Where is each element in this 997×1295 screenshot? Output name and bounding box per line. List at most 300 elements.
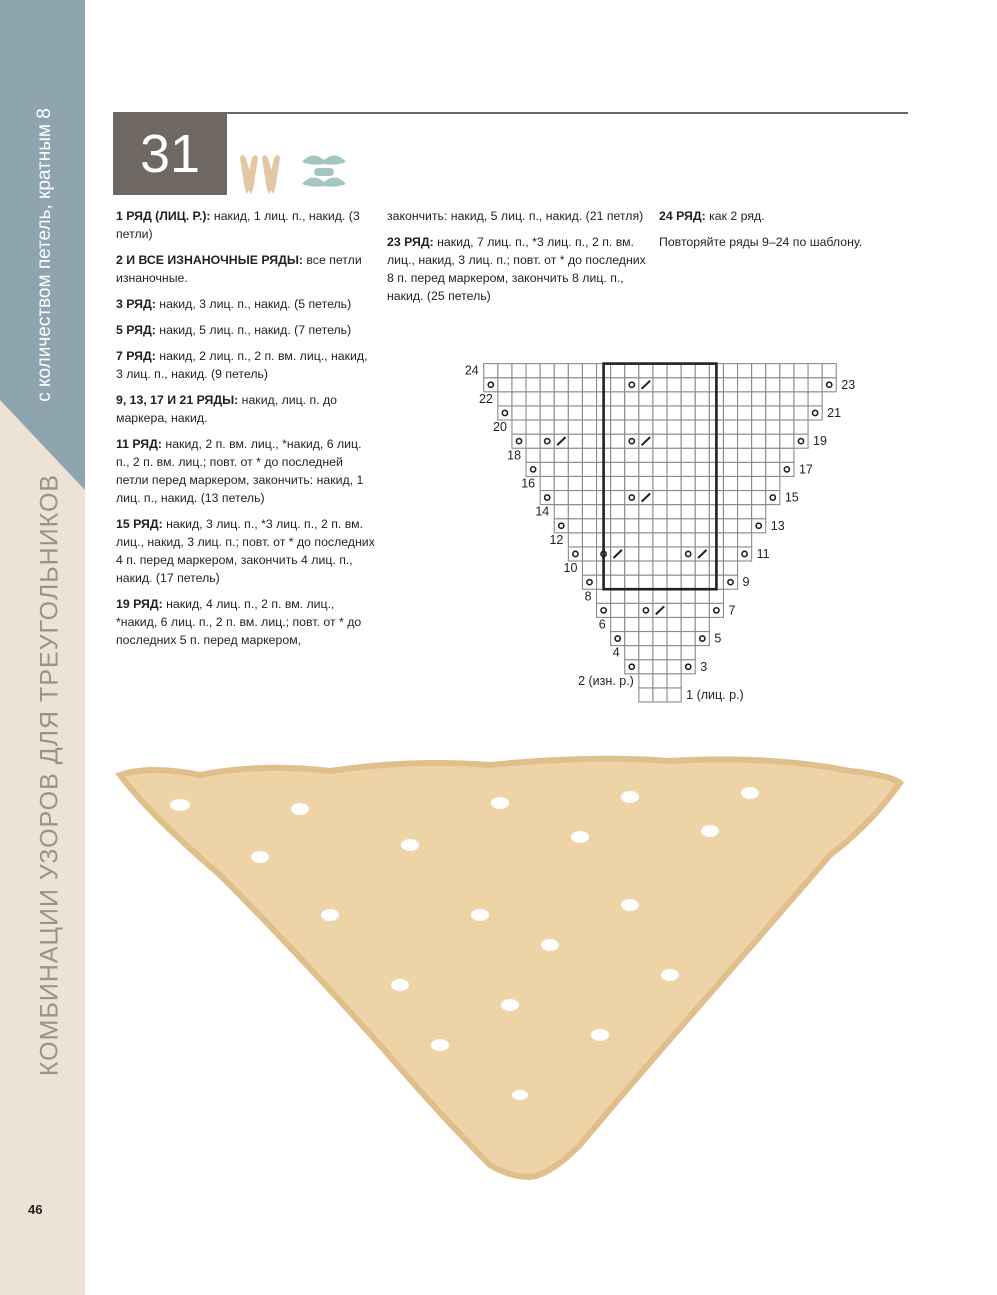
chart-cell	[498, 378, 512, 392]
chart-cell	[582, 575, 596, 589]
chart-cell	[625, 434, 639, 448]
chart-cell	[568, 420, 582, 434]
chart-cell	[723, 420, 737, 434]
chart-cell	[540, 448, 554, 462]
chart-cell	[568, 505, 582, 519]
chart-cell	[766, 491, 780, 505]
chart-cell	[625, 462, 639, 476]
chart-cell	[582, 491, 596, 505]
chart-cell	[554, 462, 568, 476]
chart-cell	[639, 646, 653, 660]
chart-cell	[625, 561, 639, 575]
chart-cell	[611, 617, 625, 631]
chart-cell	[667, 364, 681, 378]
chart-cell	[723, 505, 737, 519]
pattern-type-icons	[236, 150, 356, 196]
chart-row-label-right: 15	[784, 490, 799, 505]
chart-cell	[681, 434, 695, 448]
chart-cell	[752, 420, 766, 434]
chart-cell	[484, 364, 498, 378]
chart-cell	[582, 533, 596, 547]
chart-cell	[526, 392, 540, 406]
chart-cell	[723, 406, 737, 420]
chart-cell	[681, 575, 695, 589]
chart-cell	[554, 476, 568, 490]
chart-cell	[512, 364, 526, 378]
chart-cell	[639, 632, 653, 646]
chart-cell	[780, 448, 794, 462]
chart-cell	[639, 547, 653, 561]
chart-cell	[695, 533, 709, 547]
chart-cell	[808, 378, 822, 392]
chart-cell	[681, 660, 695, 674]
chart-cell	[625, 617, 639, 631]
chart-cell	[526, 378, 540, 392]
chart-row-label-left: 2 (изн. р.)	[578, 673, 634, 688]
chart-cell	[752, 505, 766, 519]
chart-cell	[681, 448, 695, 462]
chart-cell	[611, 434, 625, 448]
chart-cell	[752, 406, 766, 420]
chart-cell	[681, 491, 695, 505]
chart-cell	[540, 434, 554, 448]
chart-cell	[766, 392, 780, 406]
chart-cell	[695, 519, 709, 533]
chart-cell	[540, 378, 554, 392]
chart-cell	[723, 364, 737, 378]
chart-cell	[794, 364, 808, 378]
chart-cell	[568, 476, 582, 490]
chart-row-label-right: 17	[798, 462, 813, 477]
chart-cell	[681, 505, 695, 519]
chart-cell	[611, 632, 625, 646]
chart-cell	[738, 547, 752, 561]
header-rule	[113, 112, 908, 114]
chart-row-label-right: 1 (лиц. р.)	[686, 688, 744, 702]
chart-cell	[723, 561, 737, 575]
chart-row-label-left: 12	[549, 532, 564, 547]
chart-cell	[695, 420, 709, 434]
chart-cell	[681, 519, 695, 533]
chart-cell	[738, 462, 752, 476]
instruction-row: закончить: накид, 5 лиц. п., накид. (21 петля)	[387, 209, 644, 223]
chart-cell	[681, 547, 695, 561]
chart-cell	[695, 632, 709, 646]
chart-cell	[568, 364, 582, 378]
chart-cell	[723, 519, 737, 533]
instruction-row: 9, 13, 17 И 21 РЯДЫ: накид, лиц. п. до маркера, накид.	[116, 393, 337, 425]
chart-cell	[526, 420, 540, 434]
chart-cell	[625, 589, 639, 603]
chart-cell	[681, 462, 695, 476]
chart-cell	[794, 406, 808, 420]
chart-cell	[526, 364, 540, 378]
swatch-shape	[120, 759, 900, 1177]
chart-cell	[766, 448, 780, 462]
chart-cell	[723, 575, 737, 589]
chart-cell	[639, 561, 653, 575]
chart-cell	[653, 589, 667, 603]
chart-cell	[681, 476, 695, 490]
chart-row-label-left: 14	[535, 504, 550, 519]
chart-cell	[611, 406, 625, 420]
chart-cell	[582, 519, 596, 533]
chart-cell	[738, 476, 752, 490]
chart-cell	[794, 420, 808, 434]
chart-cell	[653, 420, 667, 434]
chart-cell	[723, 462, 737, 476]
chart-cell	[568, 462, 582, 476]
chart-cell	[625, 547, 639, 561]
chart-cell	[611, 491, 625, 505]
instructions-column-1	[116, 207, 376, 657]
chart-cell	[639, 476, 653, 490]
chart-cell	[611, 575, 625, 589]
chart-cell	[653, 674, 667, 688]
chart-cell	[554, 364, 568, 378]
chart-cell	[709, 603, 723, 617]
chart-cell	[738, 491, 752, 505]
chart-cell	[738, 364, 752, 378]
chart-cell	[681, 364, 695, 378]
chart-cell	[512, 434, 526, 448]
chart-cell	[667, 589, 681, 603]
chart-cell	[738, 420, 752, 434]
chart-cell	[667, 617, 681, 631]
chart-cell	[625, 646, 639, 660]
chart-cell	[625, 364, 639, 378]
instruction-row: 19 РЯД: накид, 4 лиц. п., 2 п. вм. лиц., *накид, 6 лиц. п., 2 п. вм. лиц.; повт. от * до последних 5 п. перед маркером,	[116, 597, 362, 647]
chart-cell	[695, 575, 709, 589]
chart-cell	[681, 646, 695, 660]
chart-cell	[611, 392, 625, 406]
chart-cell	[540, 392, 554, 406]
chart-cell	[794, 392, 808, 406]
chart-cell	[611, 603, 625, 617]
chart-cell	[540, 406, 554, 420]
chart-cell	[540, 462, 554, 476]
chart-row-label-right: 21	[827, 406, 842, 420]
chart-row-label-left: 24	[464, 363, 479, 378]
chart-cell	[568, 448, 582, 462]
knit-stitch-icon	[240, 155, 280, 194]
chart-cell	[653, 462, 667, 476]
chart-row-label-right: 3	[700, 659, 708, 674]
chart-cell	[639, 462, 653, 476]
chart-row-label-right: 5	[714, 631, 722, 646]
chart-cell	[766, 462, 780, 476]
chart-cell	[554, 448, 568, 462]
chart-cell	[667, 519, 681, 533]
chart-cell	[540, 476, 554, 490]
chart-cell	[639, 519, 653, 533]
chart-cell	[681, 420, 695, 434]
chart-cell	[695, 505, 709, 519]
chart-cell	[611, 505, 625, 519]
chart-cell	[568, 434, 582, 448]
chart-cell	[653, 533, 667, 547]
chart-cell	[695, 491, 709, 505]
chart-cell	[554, 491, 568, 505]
chart-cell	[738, 519, 752, 533]
sidebar-title: КОМБИНАЦИИ УЗОРОВ ДЛЯ ТРЕУГОЛЬНИКОВ	[35, 473, 64, 1077]
chart-cell	[752, 364, 766, 378]
chart-cell	[723, 476, 737, 490]
chart-cell	[752, 519, 766, 533]
chart-cell	[625, 476, 639, 490]
chart-cell	[653, 519, 667, 533]
chart-cell	[512, 392, 526, 406]
chart-cell	[526, 462, 540, 476]
chart-cell	[766, 378, 780, 392]
chart-cell	[582, 547, 596, 561]
chart-cell	[667, 462, 681, 476]
chart-cell	[639, 660, 653, 674]
instruction-row: Повторяйте ряды 9–24 по шаблону.	[659, 235, 863, 249]
chart-cell	[653, 392, 667, 406]
chart-cell	[695, 603, 709, 617]
chart-cell	[568, 378, 582, 392]
chart-cell	[667, 448, 681, 462]
chart-cell	[653, 617, 667, 631]
chart-cell	[625, 406, 639, 420]
chart-row-label-right: 9	[742, 575, 750, 590]
chart-cell	[582, 476, 596, 490]
chart-cell	[582, 406, 596, 420]
chart-cell	[639, 603, 653, 617]
chart-row-label-left: 18	[507, 448, 522, 463]
chart-cell	[582, 434, 596, 448]
chart-cell	[653, 505, 667, 519]
chart-cell	[695, 617, 709, 631]
chart-cell	[667, 547, 681, 561]
chart-cell	[639, 392, 653, 406]
chart-cell	[723, 547, 737, 561]
chart-cell	[582, 364, 596, 378]
chart-cell	[723, 378, 737, 392]
chart-cell	[582, 448, 596, 462]
instruction-row: 2 И ВСЕ ИЗНАНОЧНЫЕ РЯДЫ: все петли изнаночные.	[116, 253, 362, 285]
chart-cell	[625, 491, 639, 505]
chart-cell	[766, 420, 780, 434]
chart-cell	[653, 547, 667, 561]
instructions-column-2	[387, 207, 649, 313]
purl-stitch-icon	[302, 155, 346, 186]
chart-cell	[695, 392, 709, 406]
chart-cell	[611, 561, 625, 575]
chart-cell	[554, 378, 568, 392]
chart-cell	[568, 519, 582, 533]
chart-cell	[695, 406, 709, 420]
chart-cell	[625, 448, 639, 462]
chart-cell	[611, 476, 625, 490]
chart-cell	[738, 533, 752, 547]
chart-cell	[738, 505, 752, 519]
chart-cell	[498, 364, 512, 378]
chart-cell	[568, 533, 582, 547]
chart-cell	[695, 448, 709, 462]
chart-cell	[554, 420, 568, 434]
chart-cell	[780, 420, 794, 434]
chart-row-label-left: 20	[493, 420, 507, 435]
chart-cell	[639, 505, 653, 519]
chart-cell	[639, 448, 653, 462]
chart-row-label-right: 23	[841, 377, 856, 392]
chart-row-label-left: 22	[478, 391, 493, 406]
chart-cell	[653, 476, 667, 490]
chart-cell	[625, 575, 639, 589]
chart-cell	[611, 364, 625, 378]
chart-cell	[611, 533, 625, 547]
chart-cell	[653, 434, 667, 448]
chart-cell	[639, 589, 653, 603]
chart-cell	[667, 378, 681, 392]
chart-cell	[653, 632, 667, 646]
chart-cell	[752, 476, 766, 490]
chart-cell	[653, 575, 667, 589]
chart-cell	[780, 434, 794, 448]
chart-cell	[653, 448, 667, 462]
knitting-chart	[440, 362, 860, 722]
chart-cell	[625, 519, 639, 533]
sidebar	[0, 0, 85, 1295]
chart-cell	[512, 420, 526, 434]
chart-cell	[484, 378, 498, 392]
chart-cell	[639, 406, 653, 420]
chart-cell	[611, 378, 625, 392]
chart-cell	[667, 646, 681, 660]
chart-cell	[752, 434, 766, 448]
chart-cell	[639, 364, 653, 378]
chart-cell	[597, 603, 611, 617]
chart-cell	[498, 406, 512, 420]
chart-cell	[526, 448, 540, 462]
chart-cell	[752, 448, 766, 462]
instruction-row: 11 РЯД: накид, 2 п. вм. лиц., *накид, 6 лиц. п., 2 п. вм. лиц.; повт. от * до последней петли перед маркером, закончить: накид, 1 лиц. п., накид. (13 петель)	[116, 437, 364, 505]
chart-cell	[667, 603, 681, 617]
chart-cell	[738, 434, 752, 448]
chart-cell	[568, 547, 582, 561]
chart-cell	[681, 533, 695, 547]
chart-cell	[738, 448, 752, 462]
chart-cell	[526, 434, 540, 448]
chart-cell	[667, 476, 681, 490]
sidebar-subtitle: с количеством петель, кратным 8	[34, 108, 55, 402]
chart-cell	[653, 646, 667, 660]
chart-cell	[582, 505, 596, 519]
chart-cell	[582, 462, 596, 476]
chart-cell	[625, 533, 639, 547]
chart-cell	[667, 575, 681, 589]
instruction-row: 23 РЯД: накид, 7 лиц. п., *3 лиц. п., 2 п. вм. лиц., накид, 3 лиц. п.; повт. от * до последних 8 п. перед маркером, закончить 8 лиц. п., накид. (25 петель)	[387, 235, 646, 303]
chart-cell	[794, 434, 808, 448]
chart-cell	[540, 420, 554, 434]
chart-row-label-left: 4	[612, 645, 620, 660]
chart-cell	[752, 378, 766, 392]
chart-cell	[723, 491, 737, 505]
chart-row-label-left: 10	[563, 561, 578, 576]
chart-cell	[653, 378, 667, 392]
chart-row-label-left: 8	[584, 589, 592, 604]
chart-cell	[582, 392, 596, 406]
chart-cell	[540, 364, 554, 378]
chart-cell	[597, 589, 611, 603]
chart-cell	[611, 519, 625, 533]
chart-cell	[667, 505, 681, 519]
chart-cell	[639, 688, 653, 702]
chart-cell	[554, 505, 568, 519]
chart-cell	[723, 533, 737, 547]
chart-cell	[822, 364, 836, 378]
chart-cell	[568, 491, 582, 505]
chart-cell	[667, 688, 681, 702]
knitted-swatch-photo	[110, 745, 910, 1185]
chart-cell	[808, 364, 822, 378]
instruction-row: 24 РЯД: как 2 ряд.	[659, 209, 765, 223]
chart-cell	[639, 575, 653, 589]
chart-cell	[512, 378, 526, 392]
chart-cell	[625, 420, 639, 434]
chart-cell	[681, 603, 695, 617]
chart-cell	[667, 660, 681, 674]
chart-cell	[611, 462, 625, 476]
chart-cell	[611, 448, 625, 462]
instruction-row: 1 РЯД (ЛИЦ. Р.): накид, 1 лиц. п., накид. (3 петли)	[116, 209, 360, 241]
chart-cell	[780, 462, 794, 476]
chart-cell	[709, 589, 723, 603]
chart-cell	[695, 462, 709, 476]
chart-cell	[681, 406, 695, 420]
chart-cell	[639, 533, 653, 547]
instructions-column-3	[659, 207, 909, 259]
instruction-row: 7 РЯД: накид, 2 лиц. п., 2 п. вм. лиц., накид, 3 лиц. п., накид. (9 петель)	[116, 349, 368, 381]
chart-cell	[653, 406, 667, 420]
chart-cell	[695, 378, 709, 392]
chart-cell	[639, 420, 653, 434]
chart-cell	[554, 406, 568, 420]
chart-cell	[822, 378, 836, 392]
chart-cell	[766, 364, 780, 378]
chart-cell	[808, 392, 822, 406]
chart-cell	[653, 491, 667, 505]
chart-cell	[526, 406, 540, 420]
chart-cell	[723, 448, 737, 462]
chart-cell	[611, 589, 625, 603]
chart-cell	[766, 476, 780, 490]
chart-cell	[639, 674, 653, 688]
chart-cell	[582, 420, 596, 434]
chart-cell	[766, 434, 780, 448]
chart-row-label-right: 11	[756, 547, 770, 561]
chart-cell	[695, 364, 709, 378]
chart-cell	[752, 491, 766, 505]
chart-cell	[695, 434, 709, 448]
chart-cell	[667, 533, 681, 547]
chart-cell	[582, 561, 596, 575]
instruction-row: 15 РЯД: накид, 3 лиц. п., *3 лиц. п., 2 п. вм. лиц., накид, 3 лиц. п.; повт. от * до последних 4 п. перед маркером, закончить 4 лиц. п., накид. (17 петель)	[116, 517, 375, 585]
chart-cell	[695, 589, 709, 603]
chart-cell	[653, 364, 667, 378]
chart-cell	[625, 632, 639, 646]
instruction-row: 5 РЯД: накид, 5 лиц. п., накид. (7 петель)	[116, 323, 352, 337]
chart-cell	[625, 603, 639, 617]
chart-cell	[681, 392, 695, 406]
chart-cell	[738, 406, 752, 420]
chart-cell	[681, 589, 695, 603]
chart-cell	[681, 632, 695, 646]
chart-cell	[794, 378, 808, 392]
chart-cell	[611, 420, 625, 434]
